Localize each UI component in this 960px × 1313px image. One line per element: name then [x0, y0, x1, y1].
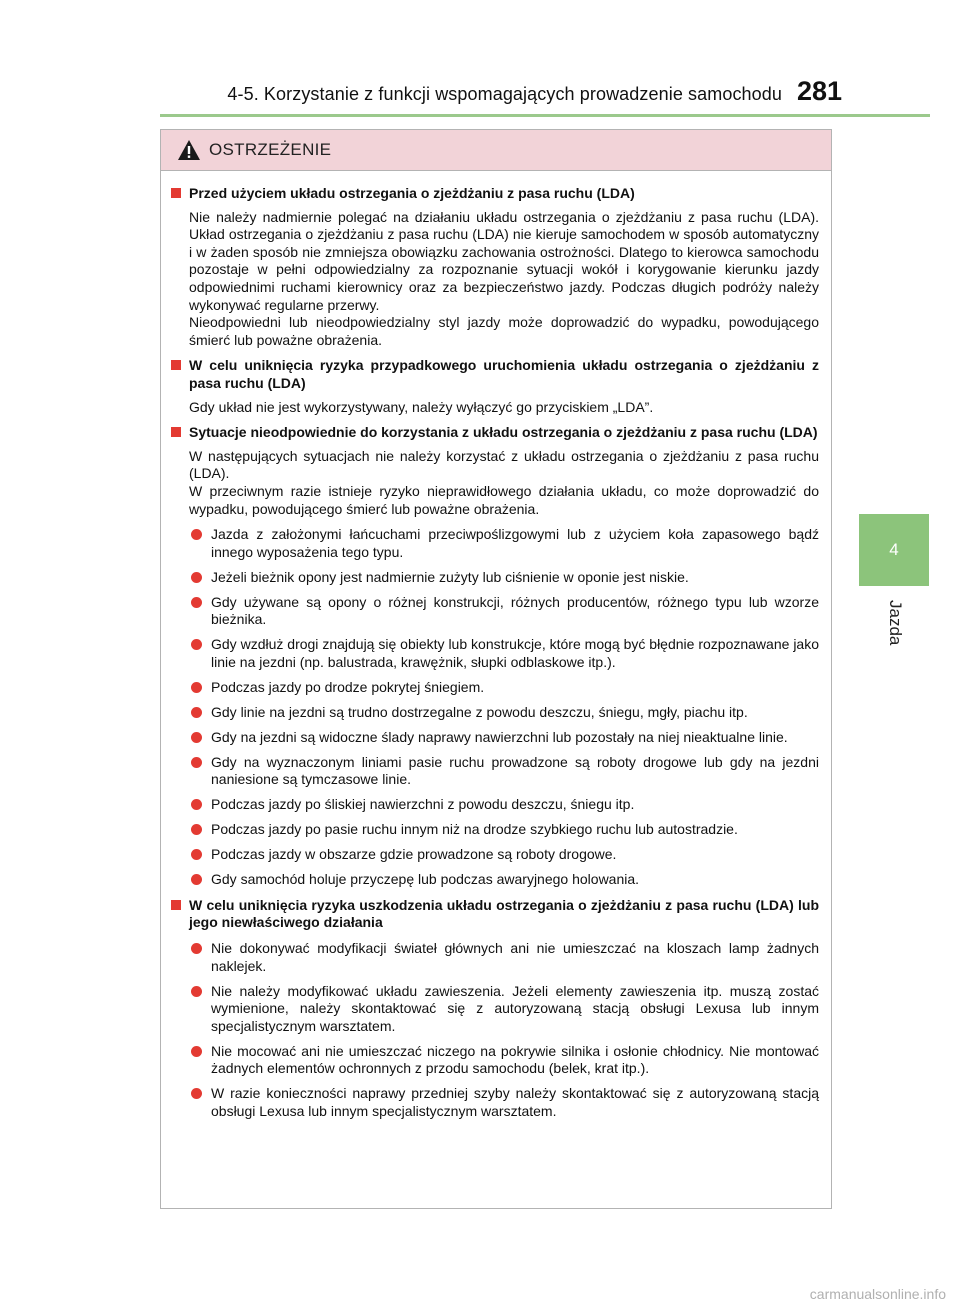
- page-number: 281: [796, 76, 842, 106]
- list-item-text: Nie mocować ani nie umieszczać niczego na pokrywie silnika i osłonie chłodnicy. Nie montować żadnych elementów ochronnych z przodu samochodu (belek, krat itp.).: [211, 1042, 819, 1077]
- page-header: [0, 0, 960, 118]
- list-item-text: Podczas jazdy po pasie ruchu innym niż na drodze szybkiego ruchu lub autostradzie.: [211, 821, 738, 838]
- section-body: [171, 448, 819, 518]
- chapter-tab-label: Jazda: [886, 600, 905, 646]
- warning-triangle-icon: [177, 139, 201, 161]
- list-item-text: Gdy linie na jezdni są trudno dostrzegalne z powodu deszczu, śniegu, mgły, piachu itp.: [211, 703, 748, 720]
- chapter-title: 4-5. Korzystanie z funkcji wspomagających prowadzenie samochodu: [227, 84, 782, 104]
- list-item-text: Gdy wzdłuż drogi znajdują się obiekty lub konstrukcje, które mogą być błędnie rozpoznawane jako linie na jezdni (np. balustrada, krawężnik, słupki odblaskowe itp.).: [211, 636, 819, 670]
- list-item: [189, 871, 819, 889]
- list-item-text: Gdy samochód holuje przyczepę lub podczas awaryjnego holowania.: [211, 871, 640, 888]
- red-circle-bullet-icon: [191, 639, 202, 650]
- paragraph: Nieodpowiedni lub nieodpowiedzialny styl jazdy może doprowadzić do wypadku, powodującego śmierć lub poważne obrażenia.: [189, 314, 819, 348]
- list-item: [189, 1043, 819, 1078]
- list-item-text: Nie dokonywać modyfikacji świateł głównych ani nie umieszczać na kloszach lamp żadnych naklejek.: [211, 940, 819, 974]
- warning-section: [171, 185, 819, 349]
- list-item: [189, 636, 819, 671]
- red-circle-bullet-icon: [191, 986, 202, 997]
- warning-section: [171, 897, 819, 1121]
- paragraph: W przeciwnym razie istnieje ryzyko nieprawidłowego działania układu, co może doprowadzić do wypadku, powodującego śmierć lub poważne obrażenia.: [189, 482, 819, 517]
- section-body: [171, 209, 819, 350]
- list-item: [189, 526, 819, 561]
- paragraph: W następujących sytuacjach nie należy korzystać z układu ostrzegania o zjeżdżaniu z pasa ruchu (LDA).: [189, 447, 819, 482]
- section-title: [171, 185, 819, 203]
- red-circle-bullet-icon: [191, 707, 202, 718]
- chapter-tab: [859, 514, 929, 586]
- list-item-text: W razie konieczności naprawy przedniej szyby należy skontaktować się z autoryzowaną stacją obsługi Lexusa lub innym specjalistycznym warsztatem.: [211, 1085, 819, 1119]
- list-item-text: Nie należy modyfikować układu zawieszenia. Jeżeli elementy zawieszenia itp. muszą zostać wymienione, należy skontaktować się z autoryzowaną stacją obsługi Lexusa lub innym specjalistycznym warsztatem.: [211, 982, 819, 1034]
- warning-section: [171, 357, 819, 416]
- list-item-text: Gdy na jezdni są widoczne ślady naprawy nawierzchni lub pozostały na niej nieaktualne linie.: [211, 728, 788, 745]
- red-circle-bullet-icon: [191, 572, 202, 583]
- list-item: [189, 754, 819, 789]
- list-item-text: Jazda z założonymi łańcuchami przeciwpoślizgowymi lub z użyciem koła zapasowego bądź innego wyposażenia tego typu.: [211, 526, 819, 560]
- list-item: [189, 846, 819, 864]
- list-item: [189, 796, 819, 814]
- red-circle-bullet-icon: [191, 824, 202, 835]
- list-item: [189, 594, 819, 629]
- warning-content: [161, 171, 831, 1121]
- section-title: [171, 424, 819, 442]
- paragraph: Gdy układ nie jest wykorzystywany, należy wyłączyć go przyciskiem „LDA”.: [189, 398, 654, 415]
- red-square-bullet-icon: [171, 427, 181, 437]
- section-title-text: W celu uniknięcia ryzyka przypadkowego uruchomienia układu ostrzegania o zjeżdżaniu z pasa ruchu (LDA): [189, 357, 819, 391]
- section-title-text: Sytuacje nieodpowiednie do korzystania z układu ostrzegania o zjeżdżaniu z pasa ruchu (LDA): [189, 424, 818, 441]
- chapter-tab-number: 4: [889, 540, 899, 559]
- list-item: [189, 983, 819, 1036]
- red-circle-bullet-icon: [191, 943, 202, 954]
- list-item: [189, 940, 819, 975]
- red-circle-bullet-icon: [191, 1046, 202, 1057]
- red-circle-bullet-icon: [191, 874, 202, 885]
- list-item: [189, 1085, 819, 1120]
- list-item-text: Podczas jazdy po śliskiej nawierzchni z powodu deszczu, śniegu itp.: [211, 796, 635, 813]
- red-square-bullet-icon: [171, 188, 181, 198]
- red-square-bullet-icon: [171, 360, 181, 370]
- red-circle-bullet-icon: [191, 799, 202, 810]
- warning-box: [160, 129, 832, 1209]
- watermark: carmanualsonline.info: [809, 1286, 946, 1302]
- paragraph: Nie należy nadmiernie polegać na działaniu układu ostrzegania o zjeżdżaniu z pasa ruchu (LDA). Układ ostrzegania o zjeżdżaniu z pasa ruchu (LDA) nie kieruje samochodem w sposób automatyczny i w żaden sposób nie zmniejsza obowiązku zachowania ostrożności. Dlatego to kierowca samochodu pozostaje w pełni odpowiedzialny za rozpoznanie sytuacji wokół i korygowanie kierunku jazdy odpowiednimi ruchami kierownicy oraz za bezpieczeństwo jazdy. Podczas długich podróży należy wykonywać regularne przerwy.: [189, 208, 819, 313]
- red-circle-bullet-icon: [191, 849, 202, 860]
- list-item: [189, 569, 819, 587]
- bullet-list: [171, 526, 819, 889]
- red-circle-bullet-icon: [191, 1088, 202, 1099]
- list-item-text: Jeżeli bieżnik opony jest nadmiernie zużyty lub ciśnienie w oponie jest niskie.: [211, 568, 689, 585]
- list-item-text: Podczas jazdy po drodze pokrytej śniegiem.: [211, 678, 485, 695]
- red-circle-bullet-icon: [191, 597, 202, 608]
- section-title-text: W celu uniknięcia ryzyka uszkodzenia układu ostrzegania o zjeżdżaniu z pasa ruchu (LDA) lub jego niewłaściwego działania: [189, 896, 819, 931]
- red-circle-bullet-icon: [191, 529, 202, 540]
- list-item: [189, 821, 819, 839]
- section-title-text: Przed użyciem układu ostrzegania o zjeżdżaniu z pasa ruchu (LDA): [189, 185, 635, 201]
- section-title: [171, 357, 819, 392]
- list-item: [189, 729, 819, 747]
- warning-heading: OSTRZEŻENIE: [209, 140, 332, 159]
- list-item: [189, 679, 819, 697]
- list-item-text: Gdy używane są opony o różnej konstrukcji, różnych producentów, różnego typu lub wzorze bieżnika.: [211, 593, 819, 628]
- list-item-text: Podczas jazdy w obszarze gdzie prowadzone są roboty drogowe.: [211, 846, 617, 863]
- header-divider: [160, 114, 930, 117]
- warning-header: [161, 130, 831, 171]
- red-circle-bullet-icon: [191, 757, 202, 768]
- bullet-list: [171, 940, 819, 1121]
- section-title: [171, 897, 819, 932]
- list-item: [189, 704, 819, 722]
- warning-section: [171, 424, 819, 889]
- red-square-bullet-icon: [171, 900, 181, 910]
- section-body: [171, 399, 819, 417]
- red-circle-bullet-icon: [191, 732, 202, 743]
- list-item-text: Gdy na wyznaczonym liniami pasie ruchu prowadzone są roboty drogowe lub gdy na jezdni naniesione są tymczasowe linie.: [211, 753, 819, 788]
- red-circle-bullet-icon: [191, 682, 202, 693]
